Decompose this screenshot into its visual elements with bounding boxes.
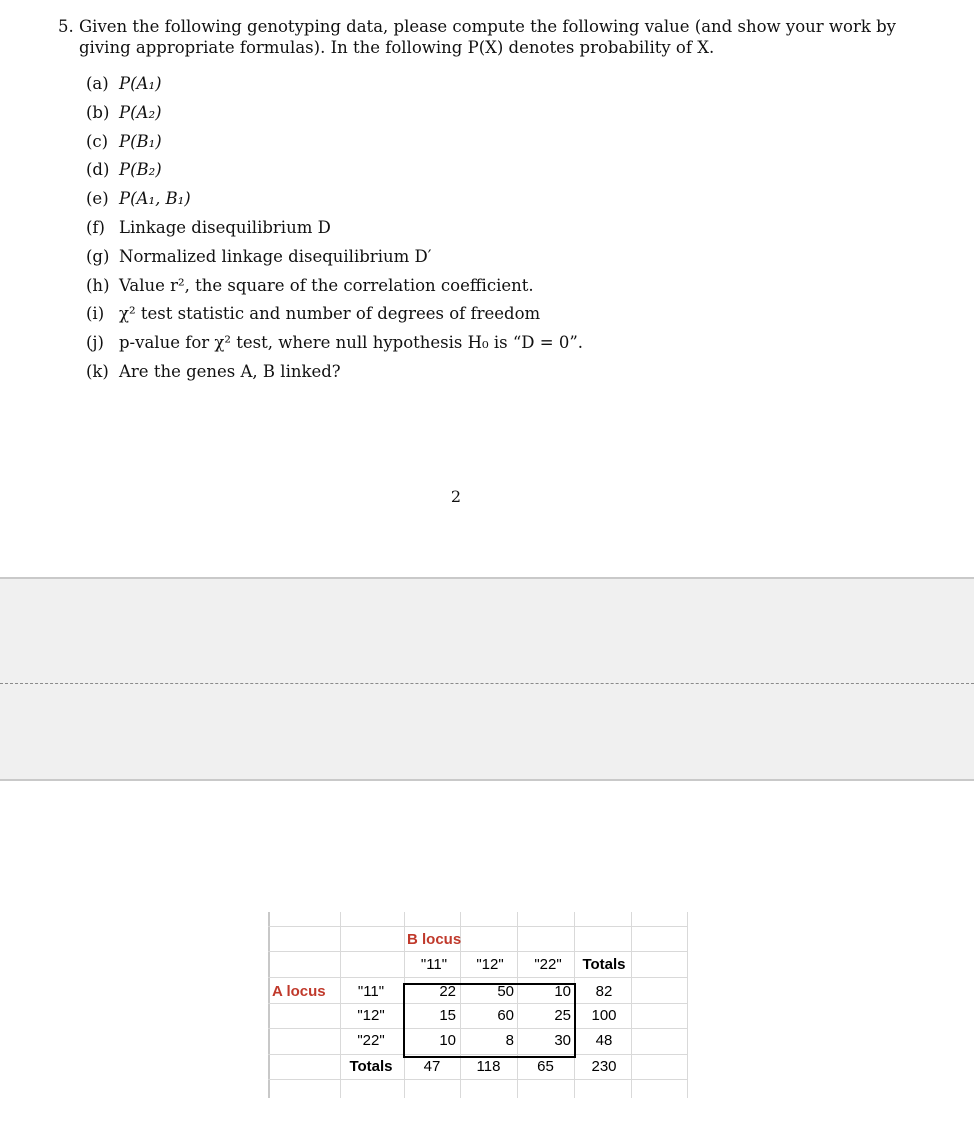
genotype-table	[268, 912, 688, 1098]
part-label: (k)	[86, 361, 109, 381]
question-part	[86, 358, 583, 387]
question-part	[86, 185, 583, 214]
page-number: 2	[450, 487, 462, 506]
part-text: P(A₁)	[119, 74, 162, 93]
table-cell: 25	[554, 1007, 571, 1024]
col-header: "11"	[420, 956, 448, 973]
col-header: "12"	[476, 956, 504, 973]
row-total: 48	[595, 1032, 613, 1049]
row-label: "11"	[357, 983, 385, 1000]
b-locus-label: B locus	[407, 931, 462, 948]
part-label: (f)	[86, 217, 105, 237]
part-label: (d)	[86, 160, 110, 180]
part-label: (a)	[86, 74, 109, 93]
part-text: P(A₂)	[119, 102, 162, 122]
grand-total: 230	[591, 1058, 617, 1075]
col-header-totals: Totals	[582, 956, 626, 973]
question-part	[86, 214, 583, 243]
part-text: Are the genes A, B linked?	[119, 361, 341, 381]
question-part	[86, 300, 583, 329]
gridline	[268, 926, 688, 927]
table-cell: 15	[439, 1007, 456, 1024]
question-part	[86, 329, 583, 358]
gridline	[340, 912, 341, 1098]
col-header: "22"	[534, 956, 562, 973]
part-label: (c)	[86, 131, 109, 151]
row-total: 100	[591, 1007, 617, 1024]
part-text: P(B₂)	[119, 160, 162, 180]
part-text: Value r², the square of the correlation coefficient.	[119, 275, 534, 295]
part-text: Normalized linkage disequilibrium D′	[119, 246, 432, 266]
page-break-band	[0, 577, 974, 781]
table-cell: 10	[439, 1032, 456, 1049]
gridline	[687, 912, 688, 1098]
a-locus-label: A locus	[272, 983, 326, 1000]
part-text: Linkage disequilibrium D	[119, 217, 331, 237]
part-label: (j)	[86, 333, 104, 353]
column-total: 65	[537, 1058, 554, 1075]
column-total: 47	[423, 1058, 441, 1075]
part-text: P(A₁, B₁)	[119, 189, 191, 209]
part-label: (h)	[86, 275, 110, 295]
part-text: p-value for χ² test, where null hypothesis H₀ is “D = 0”.	[119, 333, 584, 353]
sheet-left-edge	[268, 912, 270, 1098]
part-text: P(B₁)	[119, 131, 162, 151]
table-cell: 8	[505, 1032, 514, 1049]
gridline	[268, 977, 688, 978]
row-label: "22"	[357, 1032, 385, 1049]
table-cell: 22	[439, 983, 456, 1000]
table-cell: 50	[497, 983, 514, 1000]
table-cell: 10	[554, 983, 571, 1000]
question-part	[86, 128, 583, 157]
row-label: "12"	[357, 1007, 385, 1024]
question-intro: Given the following genotyping data, please compute the following value (and show your work by giving appropriate formulas). In the following P(X) denotes probability of X.	[79, 17, 896, 57]
table-cell: 30	[554, 1032, 571, 1049]
row-total: 82	[595, 983, 613, 1000]
part-label: (e)	[86, 189, 109, 209]
part-text: χ² test statistic and number of degrees of freedom	[119, 304, 541, 324]
gridline	[268, 951, 688, 952]
table-cell: 60	[497, 1007, 514, 1024]
question-part	[86, 99, 583, 128]
page-break-divider	[0, 683, 974, 684]
part-label: (i)	[86, 304, 105, 324]
question-part	[86, 156, 583, 185]
question-part	[86, 70, 583, 99]
question-parts-list	[86, 70, 583, 387]
totals-row-label: Totals	[349, 1058, 393, 1075]
question-header	[58, 16, 938, 58]
part-label: (g)	[86, 246, 110, 266]
column-total: 118	[476, 1058, 501, 1075]
question-part	[86, 272, 583, 301]
gridline	[268, 1079, 688, 1080]
part-label: (b)	[86, 102, 110, 122]
question-number: 5.	[58, 17, 74, 36]
question-part	[86, 243, 583, 272]
